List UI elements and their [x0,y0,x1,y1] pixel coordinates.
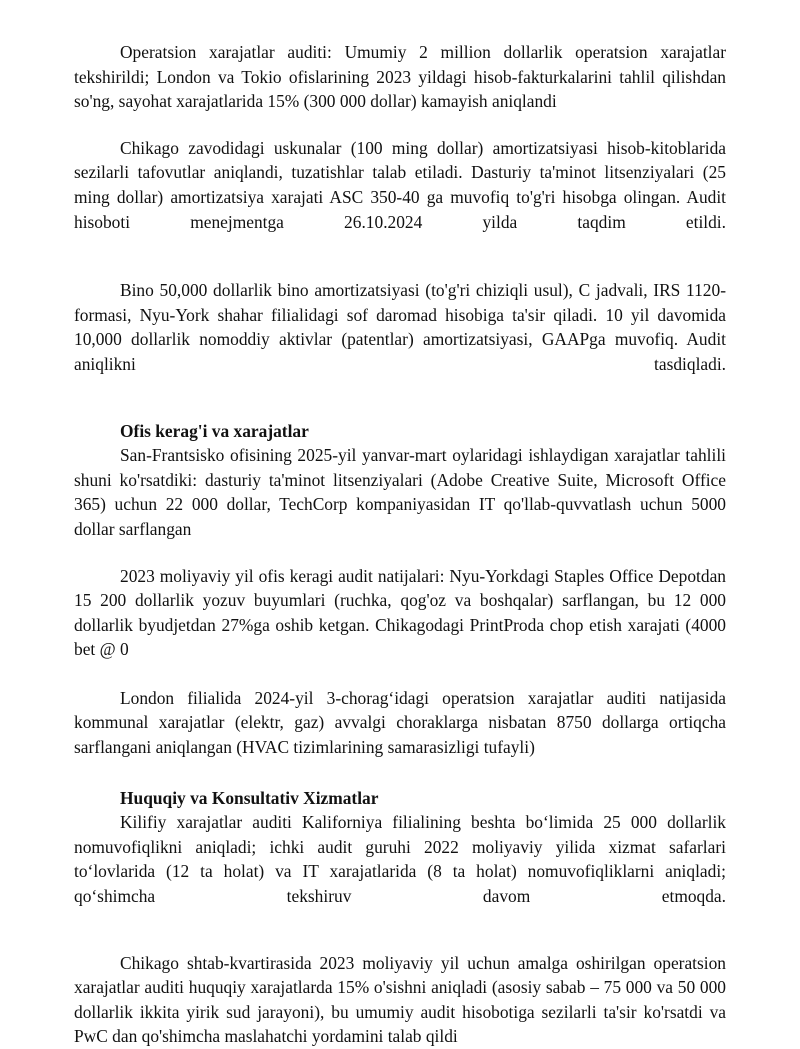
section-heading-office-supplies: Ofis kerag'i va xarajatlar [120,420,309,441]
paragraph-office-supplies-audit: 2023 moliyaviy yil ofis keragi audit natijalari: Nyu-Yorkdagi Staples Office Depotdan 15 200 dollarlik yozuv buyumlari (ruchka, qog'oz va boshqalar) sarflangan, bu 12 000 dollarlik byudjetdan 27%ga oshib ketgan. Chikagodagi PrintProda chop etish xarajati (4000 bet @ 0 [74,565,726,660]
paragraph-san-francisco-analysis: San-Frantsisko ofisining 2025-yil yanvar-mart oylaridagi ishlaydigan xarajatlar tahlili shuni ko'rsatdiki: dasturiy ta'minot litsenziyalari (Adobe Creative Suite, Microsoft Office 365) uchun 22 000 dollar, TechCorp kompaniyasidan IT qo'llab-quvvatlash uchun 5000 dollar sarflangan [74,445,726,539]
paragraph-chicago-depreciation: Chikago zavodidagi uskunalar (100 ming dollar) amortizatsiyasi hisob-kitoblarida sezilarli tafovutlar aniqlandi, tuzatishlar talab etiladi. Dasturiy ta'minot litsenziyalari (25 ming dollar) amortizatsiya xarajati ASC 350-40 ga muvofiq to'g'ri hisobga olingan. Audit hisoboti menejmentga 26.10.2024 yilda taqdim etildi. [74,137,726,232]
paragraph-london-utilities: London filialida 2024-yil 3-chorag‘idagi operatsion xarajatlar auditi natijasida kommunal xarajatlar (elektr, gaz) avvalgi choraklarga nisbatan 8750 dollarga ortiqcha sarflangani aniqlangan (HVAC tizimlarining samarasizligi tufayli) [74,687,726,758]
document-page [74,40,726,1049]
section-heading-legal-consulting: Huquqiy va Konsultativ Xizmatlar [120,787,379,808]
paragraph-california-audit: Kilifiy xarajatlar auditi Kaliforniya filialining beshta bo‘limida 25 000 dollarlik nomuvofiqlikni aniqladi; ichki audit guruhi 2022 moliyaviy yilida xizmat safarlari to‘lovlarida (12 ta holat) va IT xarajatlarida (8 ta holat) nomuvofiqliklarni aniqladi; qo‘shimcha tekshiruv davom etmoqda. [74,812,726,907]
paragraph-operational-expense-audit: Operatsion xarajatlar auditi: Umumiy 2 million dollarlik operatsion xarajatlar tekshirildi; London va Tokio ofislarining 2023 yildagi hisob-fakturkalarini tahlil qilishdan so'ng, sayohat xarajatlarida 15% (300 000 dollar) kamayish aniqlandi [74,42,726,112]
paragraph-chicago-legal-expenses: Chikago shtab-kvartirasida 2023 moliyaviy yil uchun amalga oshirilgan operatsion xarajatlar auditi huquqiy xarajatlarda 15% o'sishni aniqladi (asosiy sabab – 75 000 va 50 000 dollarlik ikkita yirik sud jarayoni), bu umumiy audit hisobotiga sezilarli ta'sir ko'rsatdi va PwC dan qo'shimcha maslahatchi yordamini talab qildi [74,952,726,1047]
paragraph-building-amortization: Bino 50,000 dollarlik bino amortizatsiyasi (to'g'ri chiziqli usul), C jadvali, IRS 1120-formasi, Nyu-York shahar filialidagi sof daromad hisobiga ta'sir qiladi. 10 yil davomida 10,000 dollarlik nomoddiy aktivlar (patentlar) amortizatsiyasi, GAAPga muvofiq. Audit aniqlikni tasdiqladi. [74,280,726,374]
